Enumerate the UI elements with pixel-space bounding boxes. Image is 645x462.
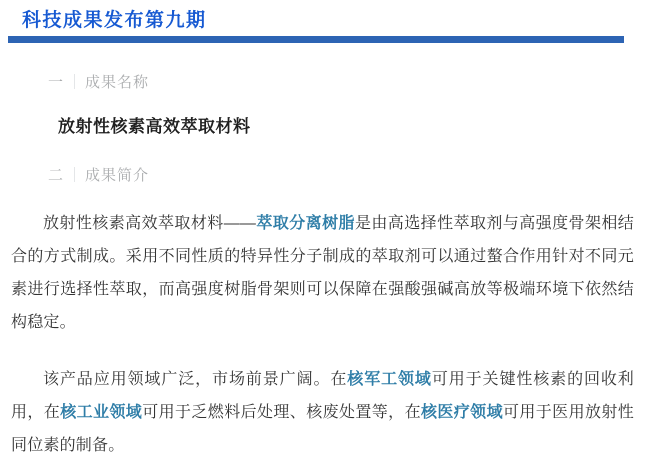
section-heading-intro [48,164,645,185]
product-name: 放射性核素高效萃取材料 [58,117,251,136]
section-label: 成果名称 [85,74,150,91]
intro-paragraph-2 [11,363,634,462]
section-number: 一 [48,74,65,91]
keyword-highlight: 核医疗领域 [420,404,503,421]
body-text-segment: 可用于乏燃料后处理、核废处置等，在 [142,404,421,421]
section-number: 二 [48,167,65,184]
body-text-segment: 是由高选择性萃取剂与高强度骨架相结合的方式制成。采用不同性质的特异性分子制成的萃取剂可以通过螯合作用针对不同元素进行选择性萃取，而高强度树脂骨架则可以保障在强酸强碱高放等极端环境下依然结构稳定。 [11,215,634,331]
intro-paragraph-1 [11,207,634,339]
keyword-highlight: 萃取分离树脂 [256,215,355,232]
body-text-segment: 放射性核素高效萃取材料—— [43,215,257,232]
body-text-segment: 该产品应用领域广泛，市场前景广阔。在 [43,371,348,388]
section-heading-divider [74,74,75,89]
keyword-highlight: 核军工领域 [347,371,432,388]
body-text-segment: 可用于关键性核素的回收利用，在 [11,371,634,421]
title-underline-bar [8,36,624,43]
section-label: 成果简介 [85,167,150,184]
body-text-segment: 可用于医用放射性同位素的制备。 [11,404,634,454]
section-heading-name [48,71,645,92]
article-header [0,0,645,32]
keyword-highlight: 核工业领域 [60,404,143,421]
page-title: 科技成果发布第九期 [22,10,207,31]
section-heading-divider [74,167,75,182]
